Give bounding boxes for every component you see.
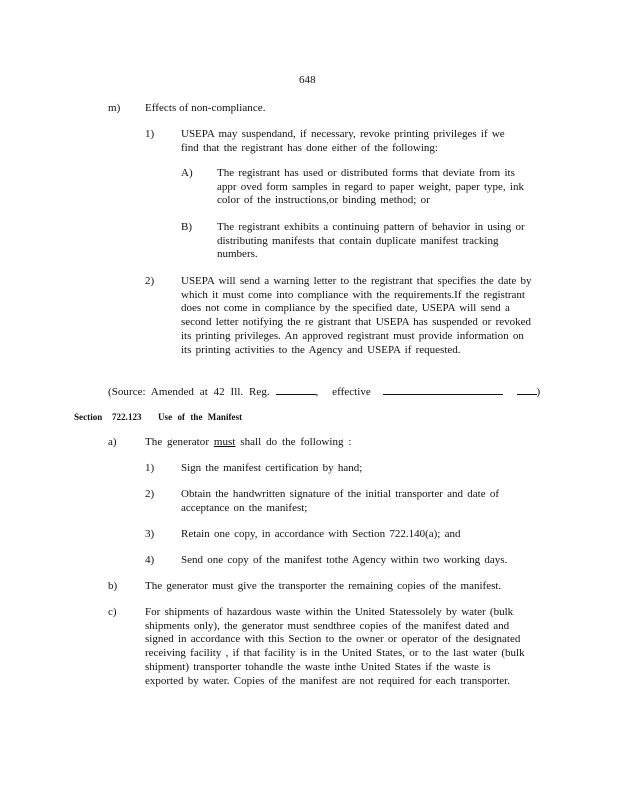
item-label-m-1-A: A) (181, 167, 193, 179)
item-text-m-1-A: The registrant has used or distributed forms that deviate from its appr oved form samples in regard to paper weight, paper type, ink color of the instructions,or binding method; or (217, 167, 524, 207)
item-text-m-1: USEPA may suspendand, if necessary, revoke printing privileges if we find that the registrant has done either of the following: (181, 128, 505, 154)
blank-line (276, 384, 316, 395)
item-label-c: c) (108, 606, 117, 618)
item-label-a-1: 1) (145, 462, 155, 474)
item-text-b: The generator must give the transporter the remaining copies of the manifest. (145, 580, 502, 592)
page-number: 648 (299, 74, 316, 86)
item-text-a-2: Obtain the handwritten signature of the initial transporter and date of acceptance on the manifest; (181, 488, 500, 514)
item-label-m-2: 2) (145, 275, 155, 287)
item-text-a-before: The generator (145, 436, 210, 448)
item-label-a: a) (108, 436, 117, 448)
source-note: (Source: Amended at 42 Ill. Reg. , effective ) (108, 386, 541, 398)
section-label: Section (74, 412, 103, 422)
item-text-a-1: Sign the manifest certification by hand; (181, 462, 363, 474)
blank-line (517, 384, 537, 395)
source-effective: effective (332, 386, 371, 398)
source-suffix: ) (536, 386, 541, 398)
item-label-a-4: 4) (145, 554, 155, 566)
item-text-a (145, 436, 351, 450)
item-text-a-after: shall do the following : (235, 436, 352, 448)
section-number: 722.123 (112, 412, 142, 422)
source-prefix: (Source: Amended at 42 Ill. Reg. (108, 386, 270, 398)
item-text-a-3: Retain one copy, in accordance with Section 722.140(a); and (181, 528, 461, 540)
item-text-a-underlined: must (213, 436, 236, 448)
item-label-m-1-B: B) (181, 221, 193, 233)
section-title: Use of the Manifest (158, 412, 243, 422)
item-heading-m: Effects of non-compliance. (145, 102, 266, 114)
item-label-m: m) (108, 102, 121, 114)
item-label-a-3: 3) (145, 528, 155, 540)
item-label-b: b) (108, 580, 118, 592)
item-text-a-4: Send one copy of the manifest tothe Agency within two working days. (181, 554, 508, 566)
blank-line (383, 384, 503, 395)
item-label-a-2: 2) (145, 488, 155, 500)
item-text-c: For shipments of hazardous waste within the United Statessolely by water (bulk shipments only), the generator must sendthree copies of the manifest dated and signed in accordance with this Section to the owner or operator of the designated receiving facility , if that facility is in the United States, or to the last water (bulk shipment) transporter tohandle the waste inthe United States if the waste is exported by water. Copies of the manifest are not required for each transporter. (145, 606, 525, 687)
item-label-m-1: 1) (145, 128, 155, 140)
item-text-m-2: USEPA will send a warning letter to the registrant that specifies the date by which it must come into compliance with the requirements.If the registrant does not come in compliance by the specified date, USEPA will send a second letter notifying the re gistrant that USEPA has suspended or revoked its printing privileges. An approved registrant must provide information on its printing activities to the Agency and USEPA if requested. (181, 275, 532, 356)
item-text-m-1-B: The registrant exhibits a continuing pattern of behavior in using or distributing manifests that contain duplicate manifest tracking numbers. (217, 221, 525, 261)
